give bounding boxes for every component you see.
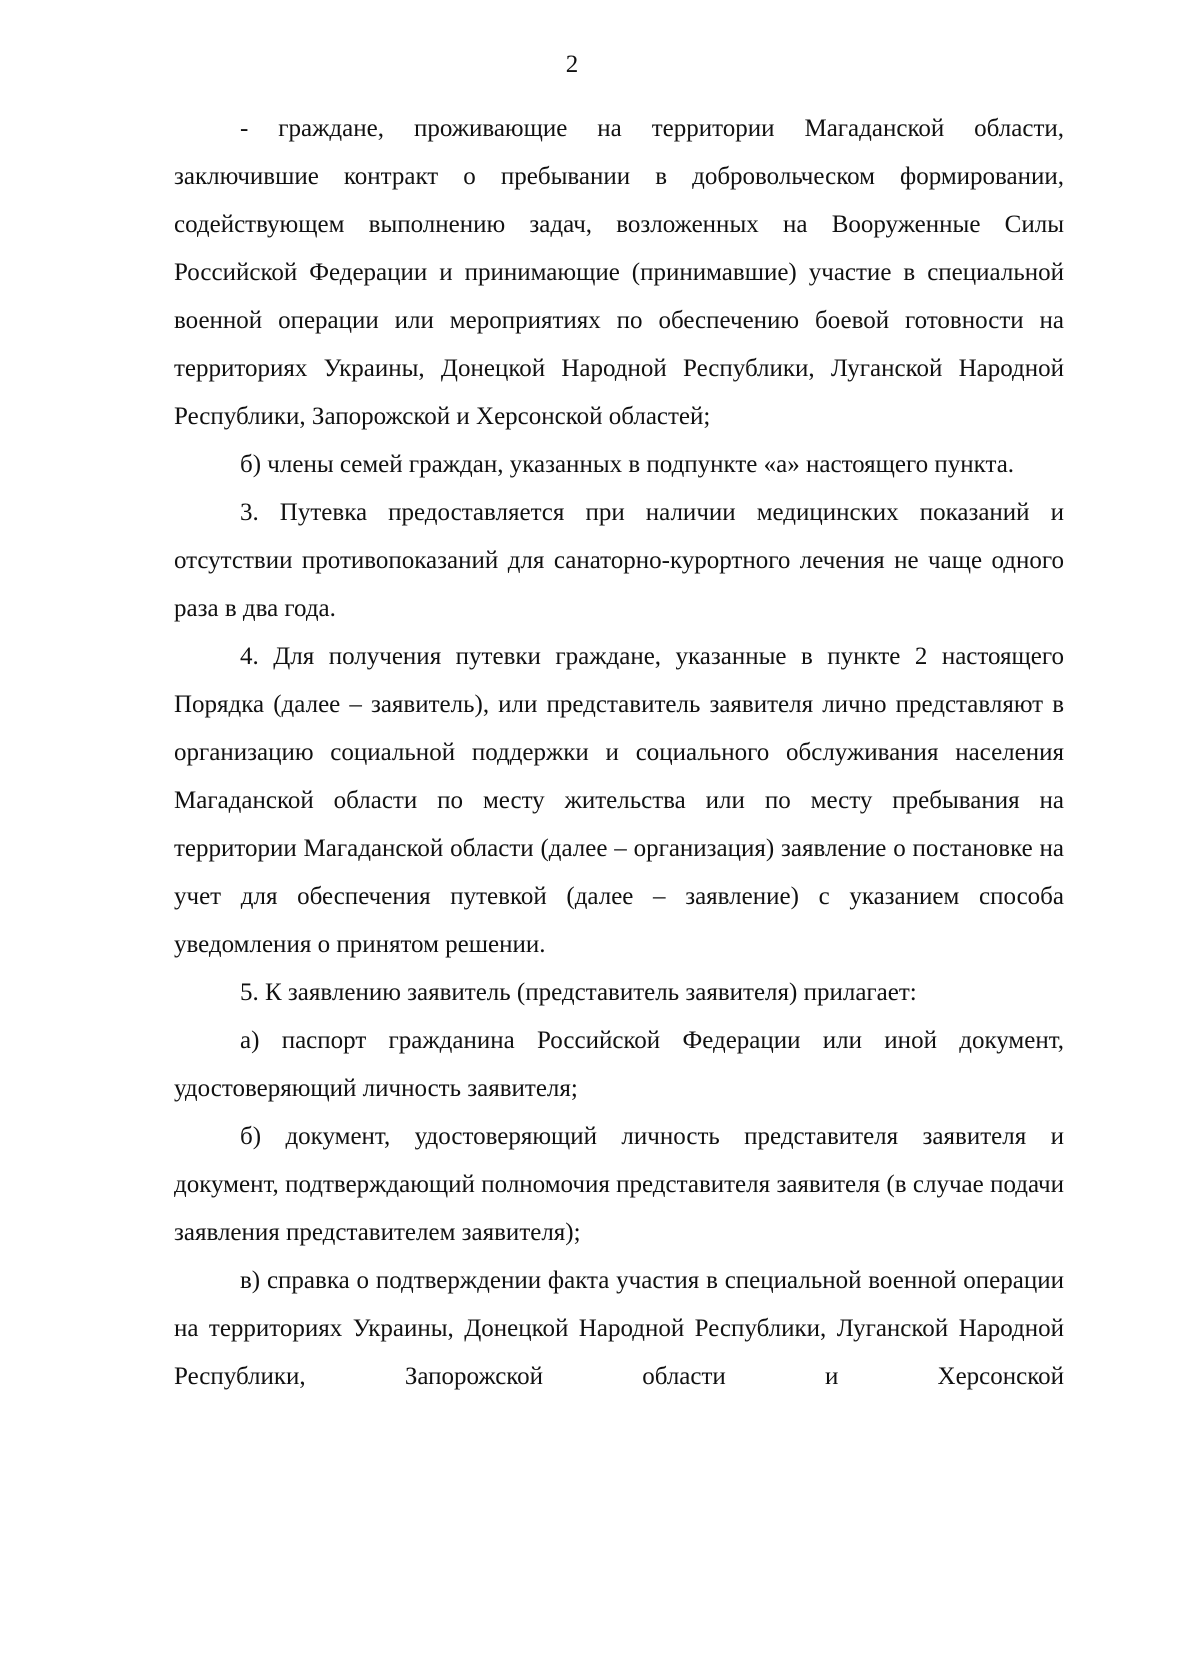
paragraph-item-5v: в) справка о подтверждении факта участия в специальной военной операции на территориях Украины, Донецкой Народной Республики, Луганской Народной Республики, Запорожской области и Херсонской [174, 1267, 1064, 1390]
paragraph-item-5b: б) документ, удостоверяющий личность представителя заявителя и документ, подтверждающий полномочия представителя заявителя (в случае подачи заявления представителем заявителя); [174, 1123, 1064, 1246]
paragraph-item-3: 3. Путевка предоставляется при наличии медицинских показаний и отсутствии противопоказаний для санаторно-курортного лечения не чаще одного раза в два года. [174, 499, 1064, 622]
paragraph-item-4: 4. Для получения путевки граждане, указанные в пункте 2 настоящего Порядка (далее – заявитель), или представитель заявителя лично представляют в организацию социальной поддержки и социального обслуживания населения Магаданской области по месту жительства или по месту пребывания на территории Магаданской области (далее – организация) заявление о постановке на учет для обеспечения путевкой (далее – заявление) с указанием способа уведомления о принятом решении. [174, 643, 1064, 958]
page-number: 2 [565, 51, 579, 78]
paragraph-item-5: 5. К заявлению заявитель (представитель заявителя) прилагает: [240, 979, 917, 1006]
paragraph-volunteers: - граждане, проживающие на территории Магаданской области, заключившие контракт о пребывании в добровольческом формировании, содействующем выполнению задач, возложенных на Вооруженные Силы Российской Федерации и принимающие (принимавшие) участие в специальной военной операции или мероприятиях по обеспечению боевой готовности на территориях Украины, Донецкой Народной Республики, Луганской Народной Республики, Запорожской и Херсонской областей; [174, 115, 1064, 430]
paragraph-family-members: б) члены семей граждан, указанных в подпункте «а» настоящего пункта. [240, 451, 1015, 478]
paragraph-item-5a: а) паспорт гражданина Российской Федерации или иной документ, удостоверяющий личность заявителя; [174, 1027, 1064, 1102]
document-body [174, 105, 1064, 1401]
